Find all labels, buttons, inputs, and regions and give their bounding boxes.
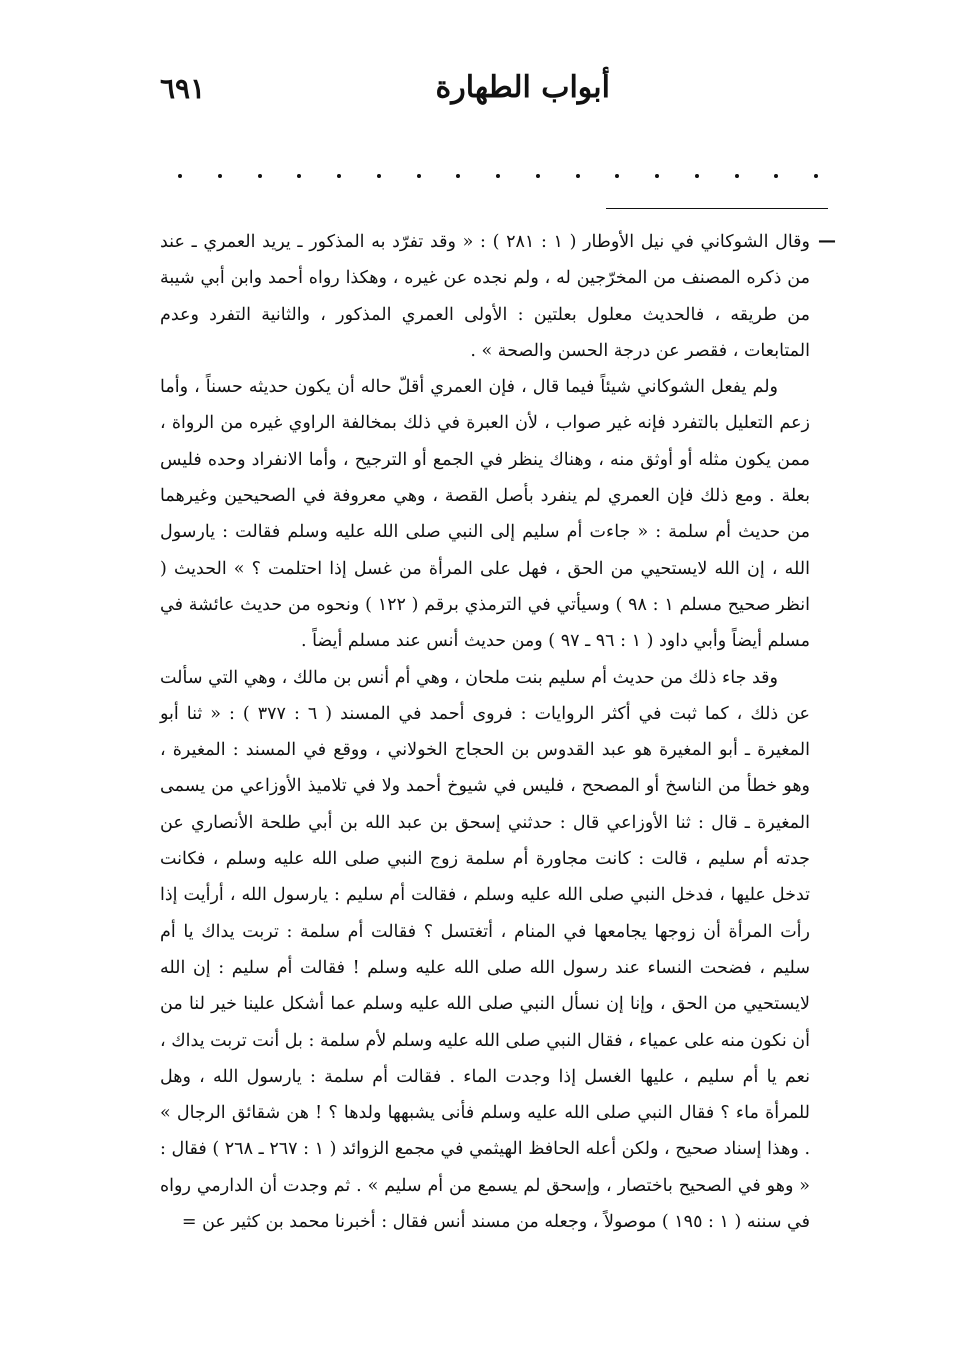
running-title: أبواب الطهارة — [435, 70, 610, 105]
separator-dot — [456, 174, 460, 178]
separator-dot — [297, 174, 301, 178]
separator-dot — [218, 174, 222, 178]
separator-dot — [695, 174, 699, 178]
separator-dot — [615, 174, 619, 178]
footnote-paragraph: ولم يفعل الشوكاني شيئاً فيما قال ، فإن العمري أقلّ حاله أن يكون حديثه حسناً ، وأما زعم التعليل بالتفرد فإنه غير صواب ، لأن العبرة في ذلك بمخالفة الراوي غيره من الرواة ، ممن يكون مثله أو أوثق منه ، وهناك ينظر في الجمع أو الترجيح ، وأما الانفراد وحده فليس بعلة . ومع ذلك فإن العمري لم ينفرد بأصل القصة ، وهي معروفة في الصحيحين وغيرهما من حديث أم سلمة : « جاءت أم سليم إلى النبي صلى الله عليه وسلم فقالت : يارسول الله ، إن الله لايستحيي من الحق ، فهل على المرأة من غسل إذا احتلمت ؟ » الحديث ( انظر صحيح مسلم ١ : ٩٨ ) وسيأتي في الترمذي برقم ( ١٢٢ ) ونحوه من حديث عائشة في مسلم أيضاً وأبي داود ( ١ : ٩٦ ـ ٩٧ ) ومن حديث أنس عند مسلم أيضاً . — [160, 377, 811, 652]
footnote-rule — [606, 208, 828, 209]
separator-dot — [774, 174, 778, 178]
separator-dot — [536, 174, 540, 178]
separator-dot — [655, 174, 659, 178]
dotted-separator — [178, 166, 818, 186]
separator-dot — [258, 174, 262, 178]
footnote-text — [160, 224, 810, 1240]
separator-dot — [337, 174, 341, 178]
footnote-paragraph: وقد جاء ذلك من حديث أم سليم بنت ملحان ، وهي أم أنس بن مالك ، وهي التي سألت عن ذلك ، كما ثبت في أكثر الروايات : فروى أحمد في المسند ( ٦ : ٣٧٧ ) : « ثنا أبو المغيرة ـ أبو المغيرة هو عبد القدوس بن الحجاج الخولاني ، ووقع في المسند : المغيرة ، وهو خطأ من الناسخ أو المصحح ، فليس في شيوخ أحمد ولا في تلاميذ الأوزاعي من يسمى المغيرة ـ قال : ثنا الأوزاعي قال : حدثني إسحق بن عبد الله بن أبي طلحة الأنصاري عن جدته أم سليم ، قالت : كانت مجاورة أم سلمة زوج النبي صلى الله عليه وسلم ، فكانت تدخل عليها ، فدخل النبي صلى الله عليه وسلم ، فقالت أم سليم : يارسول الله ، أرأيت إذا رأت المرأة أن زوجها يجامعها في المنام ، أتغتسل ؟ فقالت أم سلمة : تربت يداك يا أم سليم ، فضحت النساء عند رسول الله صلى الله عليه وسلم ! فقالت أم سليم : إن الله لايستحيي من الحق ، وإنا إن نسأل النبي صلى الله عليه وسلم عما أشكل علينا خير لنا من أن نكون منه على عمياء ، فقال النبي صلى الله عليه وسلم لأم سلمة : بل أنت تربت يداك ، نعم يا أم سليم ، عليها الغسل إذا وجدت الماء . فقالت أم سلمة : يارسول الله ، وهل للمرأة ماء ؟ فقال النبي صلى الله عليه وسلم فأنى يشبهها ولدها ؟ ! هن شقائق الرجال » . وهذا إسناد صحيح ، ولكن أعله الحافظ الهيثمي في مجمع الزوائد ( ١ : ٢٦٧ ـ ٢٦٨ ) فقال : « وهو في الصحيح باختصار ، وإسحق لم يسمع من أم سليم » . ثم وجدت أن الدارمي رواه في سننه ( ١ : ١٩٥ ) موصولاً ، وجعله من مسند أنس فقال : أخبرنا محمد بن كثير عن = — [160, 667, 811, 1233]
separator-dot — [735, 174, 739, 178]
separator-dot — [814, 174, 818, 178]
footnote-paragraph: وقال الشوكاني في نيل الأوطار ( ١ : ٢٨١ ) : « وقد تفرّد به المذكور ـ يريد العمري ـ عند من ذكره المصنف من المخرّجين له ، ولم نجده عن غيره ، وهكذا رواه أحمد وابن أبي شيبة من طريقه ، فالحديث معلول بعلتين : الأولى العمري المذكور ، والثانية التفرد وعدم المتابعات ، فقصر عن درجة الحسن والصحة » . — [160, 232, 810, 361]
page-header — [150, 66, 800, 116]
separator-dot — [417, 174, 421, 178]
separator-dot — [377, 174, 381, 178]
separator-dot — [576, 174, 580, 178]
page-number: ٦٩١ — [160, 72, 206, 105]
separator-dot — [496, 174, 500, 178]
footnote-marker: — — [818, 230, 836, 251]
separator-dot — [178, 174, 182, 178]
